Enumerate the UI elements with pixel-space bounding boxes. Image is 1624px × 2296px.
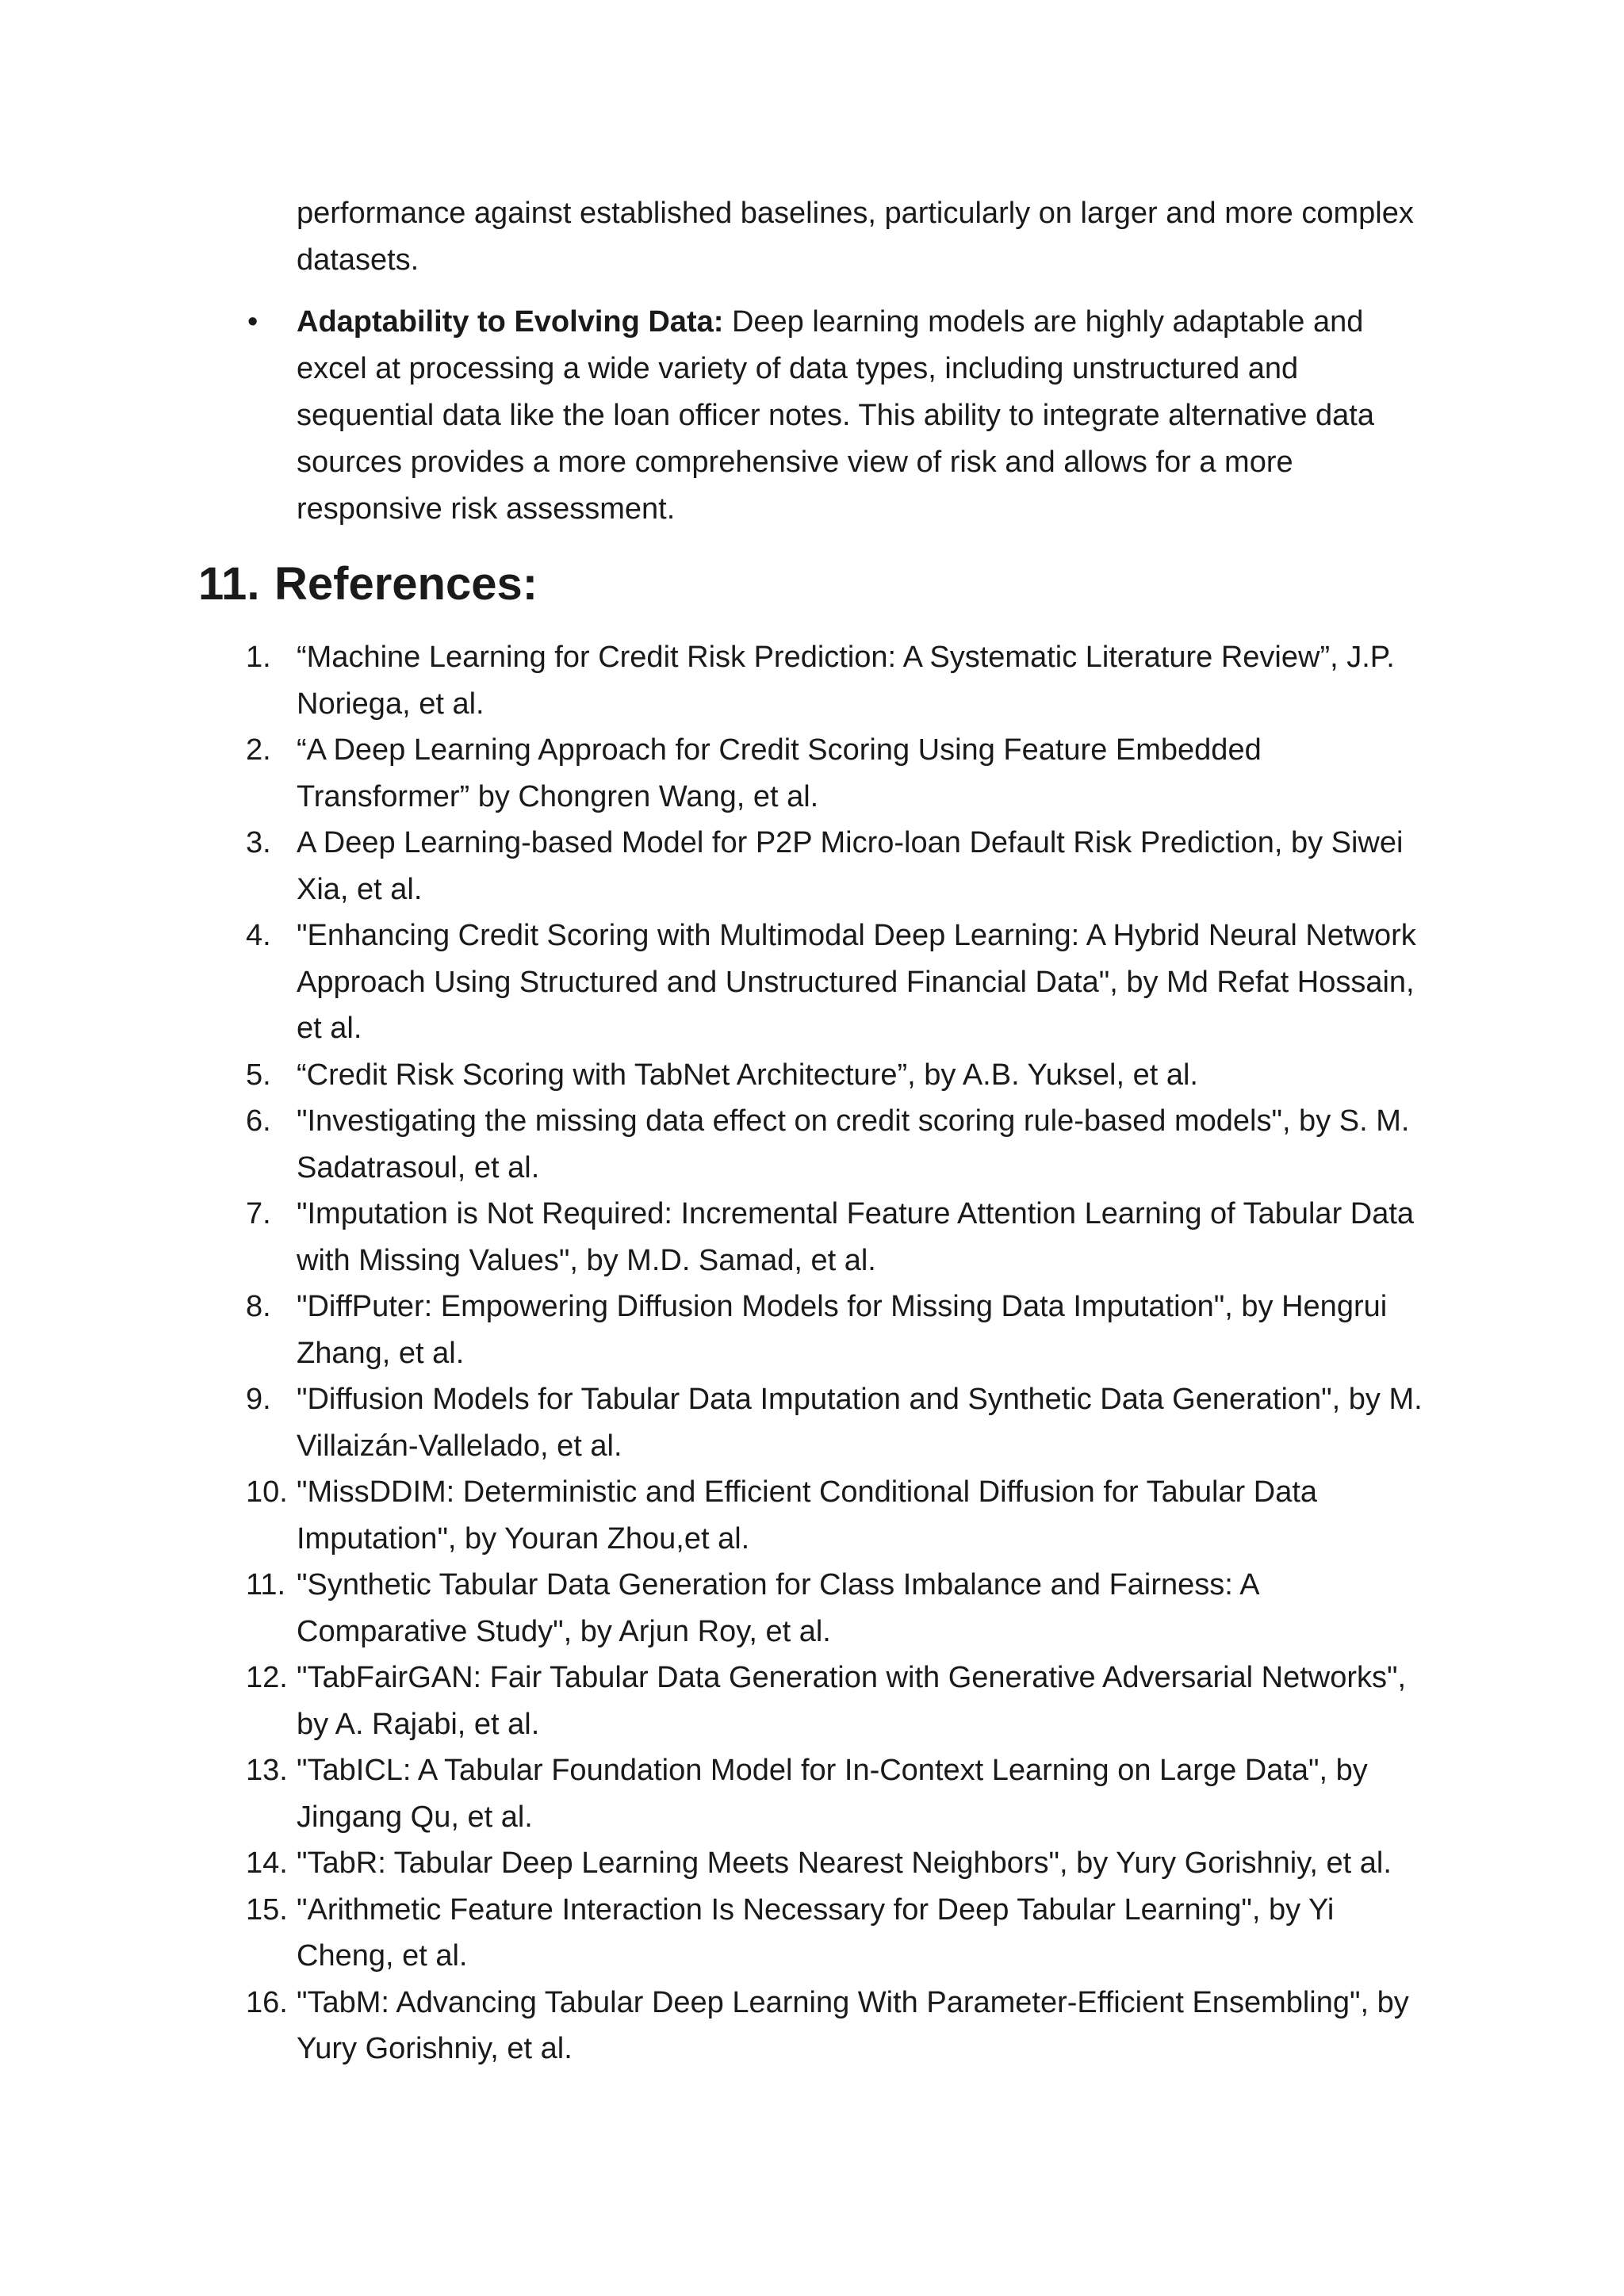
section-heading-references	[198, 555, 1435, 614]
reference-item	[198, 1887, 1435, 1980]
reference-number: 15.	[246, 1892, 288, 1927]
bullet-label: Adaptability to Evolving Data:	[297, 305, 724, 339]
section-title: References:	[274, 558, 538, 610]
reference-number: 4.	[246, 919, 271, 952]
reference-number: 3.	[246, 826, 271, 859]
reference-text: “Credit Risk Scoring with TabNet Architecture”, by A.B. Yuksel, et al.	[297, 1058, 1198, 1092]
reference-text: "Synthetic Tabular Data Generation for Class Imbalance and Fairness: A Comparative Study", by Arjun Roy, et al.	[297, 1568, 1258, 1648]
reference-text: "Enhancing Credit Scoring with Multimodal Deep Learning: A Hybrid Neural Network Approach Using Structured and Unstructured Financial Data", by Md Refat Hossain, et al.	[297, 919, 1416, 1045]
reference-number: 9.	[246, 1383, 271, 1416]
reference-number: 14.	[246, 1846, 288, 1880]
reference-item	[198, 1469, 1435, 1562]
reference-text: "MissDDIM: Deterministic and Efficient Conditional Diffusion for Tabular Data Imputation", by Youran Zhou,et al.	[297, 1475, 1318, 1556]
reference-item	[198, 820, 1435, 913]
reference-item	[198, 1980, 1435, 2072]
reference-number: 12.	[246, 1661, 288, 1694]
reference-number: 7.	[246, 1197, 271, 1230]
reference-text: "Imputation is Not Required: Incremental Feature Attention Learning of Tabular Data with Missing Values", by M.D. Samad, et al.	[297, 1197, 1415, 1277]
reference-number: 5.	[246, 1058, 271, 1092]
reference-text: "TabFairGAN: Fair Tabular Data Generation with Generative Adversarial Networks", by A. Rajabi, et al.	[297, 1661, 1407, 1741]
section-number: 11.	[198, 558, 260, 610]
reference-number: 1.	[246, 641, 271, 674]
reference-text: “Machine Learning for Credit Risk Prediction: A Systematic Literature Review”, J.P. Noriega, et al.	[297, 641, 1395, 721]
reference-number: 16.	[246, 1985, 288, 2019]
reference-item	[198, 1840, 1435, 1887]
continuation-paragraph: performance against established baselines, particularly on larger and more complex datasets.	[297, 197, 1414, 277]
bullet-dot-icon: •	[247, 305, 259, 339]
reference-item	[198, 634, 1435, 727]
reference-text: "Diffusion Models for Tabular Data Imputation and Synthetic Data Generation", by M. Villaizán-Vallelado, et al.	[297, 1383, 1423, 1463]
reference-text: "Investigating the missing data effect on credit scoring rule-based models", by S. M. Sadatrasoul, et al.	[297, 1104, 1410, 1184]
reference-item	[198, 1376, 1435, 1469]
reference-item	[198, 1747, 1435, 1840]
reference-item	[198, 727, 1435, 820]
reference-item	[198, 1655, 1435, 1747]
reference-number: 2.	[246, 733, 271, 767]
reference-number: 6.	[246, 1104, 271, 1138]
page-content	[198, 190, 1435, 2072]
bullet-text: Deep learning models are highly adaptable and excel at processing a wide variety of data types, including unstructured and sequential data like the loan officer notes. This ability to integrate alternative data sources provides a more comprehensive view of risk and allows for a more responsive risk assessment.	[297, 305, 1375, 526]
bullet-item-adaptability	[247, 299, 1435, 533]
reference-item	[198, 1098, 1435, 1191]
reference-item	[198, 1191, 1435, 1284]
reference-item	[198, 1562, 1435, 1655]
reference-number: 8.	[246, 1290, 271, 1323]
reference-number: 11.	[246, 1568, 286, 1601]
reference-text: A Deep Learning-based Model for P2P Micro-loan Default Risk Prediction, by Siwei Xia, et al.	[297, 826, 1404, 906]
reference-text: “A Deep Learning Approach for Credit Scoring Using Feature Embedded Transformer” by Chongren Wang, et al.	[297, 733, 1262, 813]
reference-item	[198, 913, 1435, 1052]
reference-number: 13.	[246, 1754, 288, 1787]
reference-item	[198, 1052, 1435, 1099]
reference-text: "TabM: Advancing Tabular Deep Learning With Parameter-Efficient Ensembling", by Yury Gorishniy, et al.	[297, 1985, 1409, 2065]
reference-text: "DiffPuter: Empowering Diffusion Models for Missing Data Imputation", by Hengrui Zhang, et al.	[297, 1290, 1388, 1370]
reference-text: "TabICL: A Tabular Foundation Model for In-Context Learning on Large Data", by Jingang Qu, et al.	[297, 1754, 1368, 1834]
references-list	[198, 634, 1435, 2072]
reference-text: "TabR: Tabular Deep Learning Meets Nearest Neighbors", by Yury Gorishniy, et al.	[297, 1846, 1392, 1880]
reference-number: 10.	[246, 1475, 288, 1509]
reference-text: "Arithmetic Feature Interaction Is Necessary for Deep Tabular Learning", by Yi Cheng, et al.	[297, 1892, 1335, 1973]
reference-item	[198, 1284, 1435, 1376]
